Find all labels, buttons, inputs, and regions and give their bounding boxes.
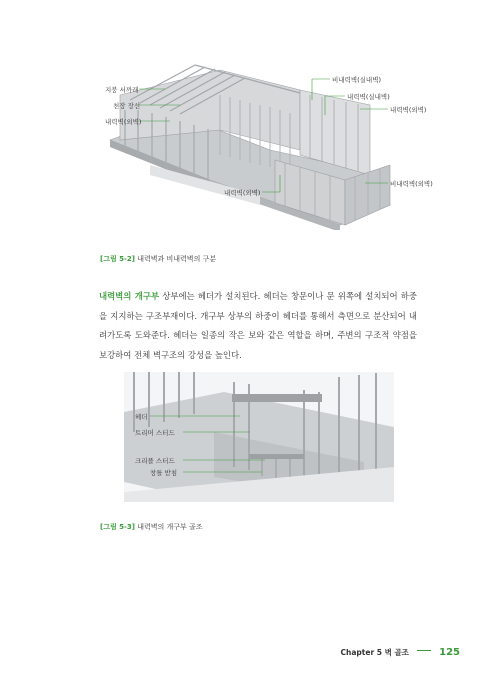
label-bearing-interior: 내력벽(실내벽)	[347, 93, 390, 101]
footer-chapter: Chapter 5 벽 골조	[340, 648, 409, 657]
figure1-caption-text: 내력벽과 비내력벽의 구분	[137, 255, 217, 263]
label-header: 헤더	[135, 413, 148, 421]
label-roof-rafter: 지붕 서까래	[105, 86, 139, 94]
page-number: 125	[439, 647, 460, 658]
label-bearing-exterior-bottom: 내력벽(외벽)	[224, 189, 261, 197]
page-footer	[341, 640, 461, 659]
label-bearing-exterior-right: 내력벽(외벽)	[390, 106, 427, 114]
figure1-caption	[100, 254, 216, 264]
figure1-leader-lines	[0, 0, 500, 240]
label-nonbearing-interior: 비내력벽(실내벽)	[332, 76, 382, 84]
body-lead: 내력벽의 개구부	[99, 291, 160, 301]
body-text: 상부에는 헤더가 설치된다. 헤더는 창문이나 문 위쪽에 설치되어 하중을 지지하는 구조부재이다. 개구부 상부의 하중이 헤더를 통해서 측면으로 분산되어 내려가도록 도와준다. 헤더는 일종의 작은 보와 같은 역할을 하며, 주변의 구조적 약점을 보강하여 전체 벽구조의 강성을 높인다.	[99, 291, 417, 360]
label-ceiling-joist: 천장 장선	[113, 102, 141, 110]
label-trimmer-stud: 트리머 스터드	[135, 429, 175, 437]
body-paragraph	[99, 287, 417, 365]
figure1-caption-number: [그림 5-2]	[100, 255, 136, 263]
figure2-leader-lines	[0, 380, 500, 580]
label-nonbearing-exterior: 비내력벽(외벽)	[390, 180, 433, 188]
label-cripple-stud: 크리플 스터드	[135, 457, 175, 465]
footer-rule	[417, 650, 431, 651]
label-sill: 창틀 받침	[150, 469, 178, 477]
figure2-caption	[100, 522, 203, 532]
label-bearing-wall-exterior-left: 내력벽(외벽)	[105, 118, 142, 126]
figure2-caption-text: 내력벽의 개구부 골조	[137, 523, 203, 531]
figure2-caption-number: [그림 5-3]	[100, 523, 136, 531]
